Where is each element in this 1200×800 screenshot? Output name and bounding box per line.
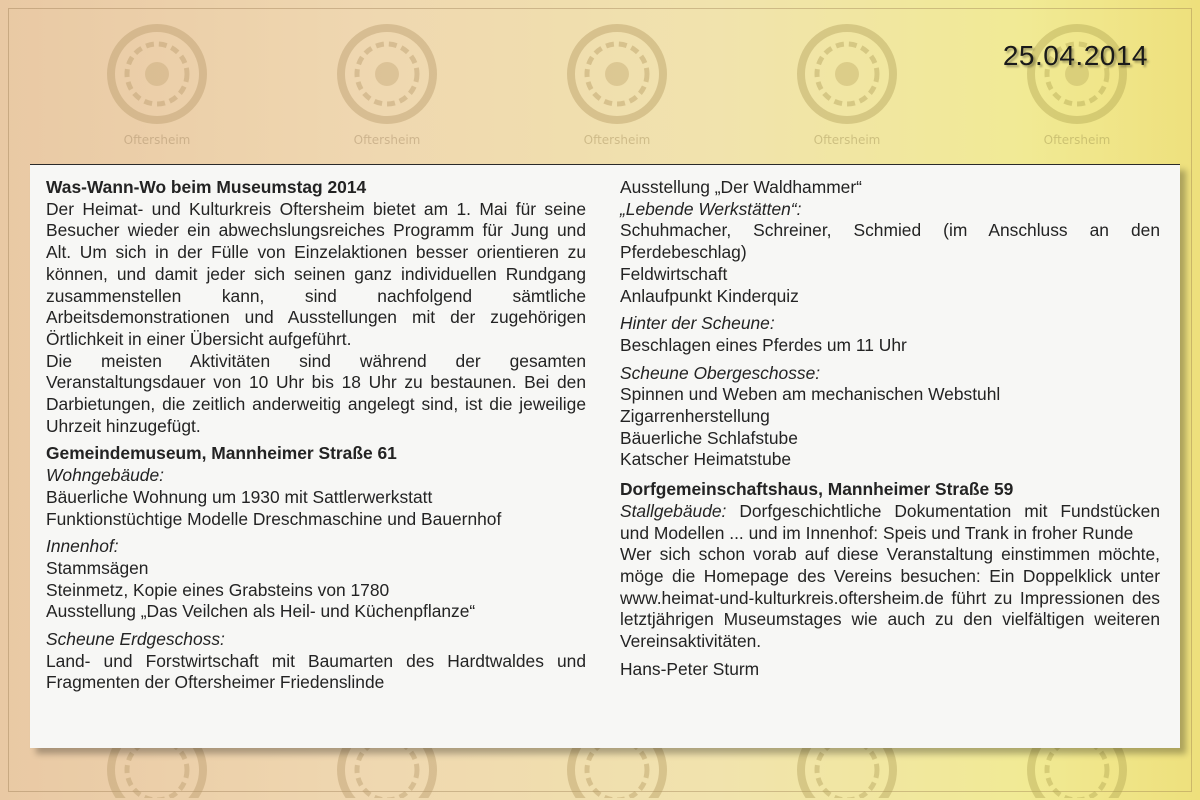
seal-caption: Oftersheim <box>583 133 651 147</box>
list-item: Feldwirtschaft <box>620 263 728 284</box>
label-erdgeschoss: Scheune Erdgeschoss: <box>46 629 225 650</box>
label-hinter-scheune: Hinter der Scheune: <box>620 313 775 334</box>
date-stamp: 25.04.2014 <box>1002 40 1148 71</box>
label-werkstaetten: „Lebende Werkstätten“: <box>620 198 802 219</box>
left-column <box>46 177 586 694</box>
stall-text: Dorfgeschichtliche Dokumentation mit Fundstücken und Modellen ... und im Innenhof: Speis und Trank in froher Runde <box>620 500 1160 543</box>
oftersheim-seal-icon <box>542 12 692 162</box>
label-stallgebaeude: Stallgebäude: <box>620 500 727 521</box>
seal-caption: Oftersheim <box>1043 133 1111 147</box>
oftersheim-seal-icon <box>312 12 462 162</box>
label-obergeschosse: Scheune Obergeschosse: <box>620 362 821 383</box>
seal-caption: Oftersheim <box>813 133 881 147</box>
oftersheim-seal-icon <box>1002 12 1152 162</box>
list-item: Funktionstüchtige Modelle Dreschmaschine und Bauernhof <box>46 508 502 529</box>
erdgeschoss-text: Land- und Forstwirtschaft mit Baumarten des Hardtwaldes und Fragmenten der Oftersheimer Friedenslinde <box>46 650 586 693</box>
ausstellung-item: Ausstellung „Der Waldhammer“ <box>620 177 862 197</box>
stall-paragraph <box>620 501 1160 544</box>
seal-caption: Oftersheim <box>123 133 191 147</box>
seal-caption: Oftersheim <box>353 133 421 147</box>
list-item: Stammsägen <box>46 557 149 578</box>
list-item: Bäuerliche Wohnung um 1930 mit Sattlerwerkstatt <box>46 486 433 507</box>
label-innenhof: Innenhof: <box>46 536 119 557</box>
author-name: Hans-Peter Sturm <box>620 658 760 679</box>
label-wohngebaeude: Wohngebäude: <box>46 465 164 486</box>
list-item: Ausstellung „Das Veilchen als Heil- und Küchenpflanze“ <box>46 601 476 622</box>
newspaper-clipping <box>30 164 1180 748</box>
section-heading-dorfgemeinschaftshaus: Dorfgemeinschaftshaus, Mannheimer Straße 59 <box>620 479 1014 500</box>
intro-paragraph: Der Heimat- und Kulturkreis Oftersheim bietet am 1. Mai für seine Besucher wieder ein abwechslungsreiches Programm für Jung und Alt. Um sich in der Fülle von Einzelaktionen besser orientieren zu können, und damit jeder sich seinen ganz individuellen Rundgang zusammenstellen kann, sind nachfolgend sämtliche Arbeitsdemonstrationen und Ausstellungen mit der zugehörigen Örtlichkeit in einer Übersicht aufgeführt. <box>46 198 586 349</box>
right-column <box>620 177 1160 680</box>
article-title: Was-Wann-Wo beim Museumstag 2014 <box>46 177 367 197</box>
list-item: Steinmetz, Kopie eines Grabsteins von 1780 <box>46 579 390 600</box>
list-item: Bäuerliche Schlafstube <box>620 427 798 448</box>
section-heading-museum: Gemeindemuseum, Mannheimer Straße 61 <box>46 443 397 464</box>
list-item: Spinnen und Weben am mechanischen Webstuhl <box>620 384 1001 405</box>
list-item: Katscher Heimatstube <box>620 449 792 470</box>
list-item: Zigarrenherstellung <box>620 406 770 427</box>
oftersheim-seal-icon <box>82 12 232 162</box>
closing-paragraph: Wer sich schon vorab auf diese Veranstaltung einstimmen möchte, möge die Homepage des Vereins besuchen: Ein Doppelklick unter www.heimat-und-kulturkreis.oftersheim.de führt zu Impressionen des letztjährigen Museumstages wie auch zu den vielfältigen weiteren Vereinsaktivitäten. <box>620 544 1160 652</box>
list-item: Anlaufpunkt Kinderquiz <box>620 285 799 306</box>
oftersheim-seal-icon <box>772 12 922 162</box>
werkstaetten-text: Schuhmacher, Schreiner, Schmied (im Anschluss an den Pferdebeschlag) <box>620 220 1160 263</box>
intro-paragraph-2: Die meisten Aktivitäten sind während der gesamten Veranstaltungsdauer von 10 Uhr bis 18 Uhr zu bestaunen. Bei den Darbietungen, die zeitlich anderweitig angelegt sind, ist die jeweilige Uhrzeit hinzugefügt. <box>46 350 586 436</box>
list-item: Beschlagen eines Pferdes um 11 Uhr <box>620 334 907 355</box>
